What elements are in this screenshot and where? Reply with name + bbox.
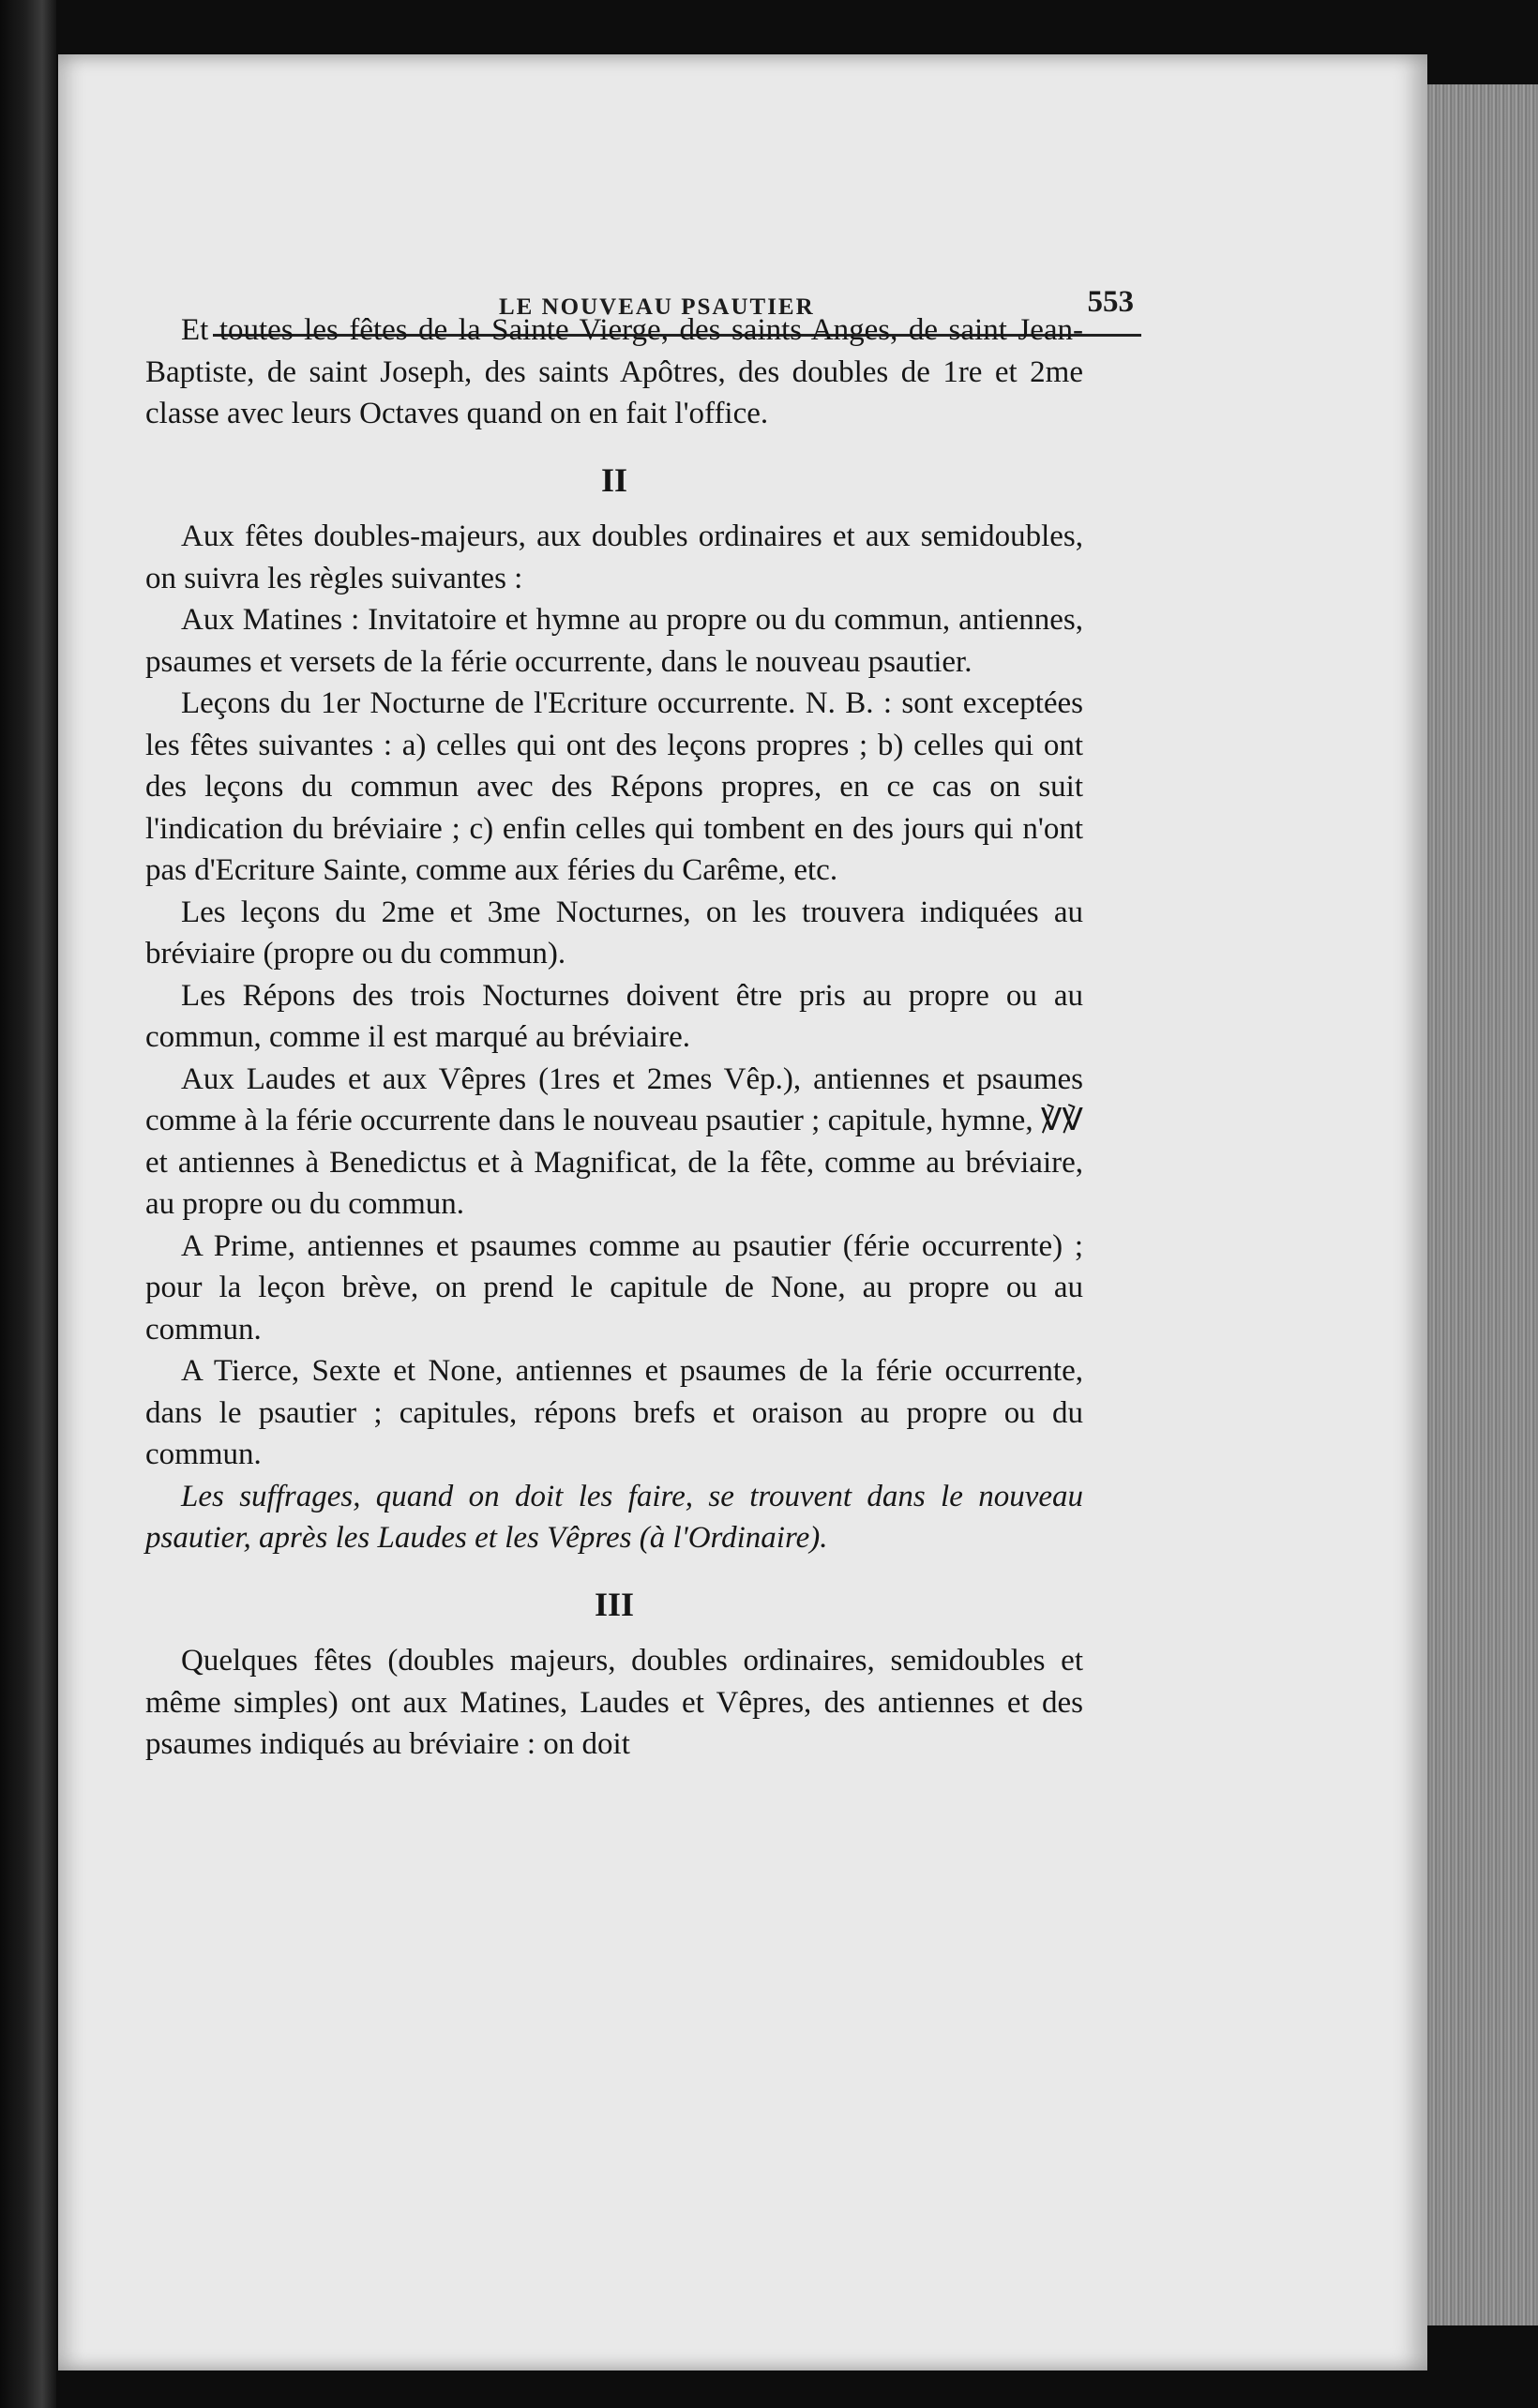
paragraph-3: Aux Matines : Invitatoire et hymne au propre ou du commun, antiennes, psaumes et versets de la férie occurrente, dans le nouveau psautier. [145,603,1083,679]
paragraph-1: Et toutes les fêtes de la Sainte Vierge, des saints Anges, de saint Jean-Baptiste, de saint Joseph, des saints Apôtres, des doubles de 1re et 2me classe avec leurs Octaves quand on en fait l'office. [145,313,1083,430]
paragraph-2: Aux fêtes doubles-majeurs, aux doubles ordinaires et aux semidoubles, on suivra les règles suivantes : [145,519,1083,595]
section-heading-2: II [600,460,628,499]
paragraph-6: Les Répons des trois Nocturnes doivent être pris au propre ou au commun, comme il est marqué au bréviaire. [145,978,1083,1054]
page-number: 553 [1087,285,1134,319]
paragraph-7: Aux Laudes et aux Vêpres (1res et 2mes Vêp.), antiennes et psaumes comme à la férie occurrente dans le nouveau psautier ; capitule, hymne, ℣℣ et antiennes à Benedictus et à Magnificat, de la fête, comme au bréviaire, au propre ou du commun. [145,1061,1083,1221]
running-title: LE NOUVEAU PSAUTIER [499,294,815,320]
page-body [145,309,1083,1766]
book-binding-left-edge [0,0,56,2408]
paragraph-8: A Prime, antiennes et psaumes comme au psautier (férie occurrente) ; pour la leçon brève, on prend le capitule de None, au propre ou au commun. [145,1228,1083,1347]
paragraph-11: Quelques fêtes (doubles majeurs, doubles ordinaires, semidoubles et même simples) ont aux Matines, Laudes et Vêpres, des antiennes et des psaumes indiqués au bréviaire : on doit [145,1644,1083,1761]
paragraph-10-note: Les suffrages, quand on doit les faire, se trouvent dans le nouveau psautier, après les Laudes et les Vêpres (à l'Ordinaire). [145,1479,1083,1555]
section-heading-3: III [594,1585,635,1623]
paragraph-5: Les leçons du 2me et 3me Nocturnes, on les trouvera indiquées au bréviaire (propre ou du commun). [145,895,1083,971]
paragraph-9: A Tierce, Sexte et None, antiennes et psaumes de la férie occurrente, dans le psautier ; capitules, répons brefs et oraison au propre ou du commun. [145,1354,1083,1471]
paragraph-4: Leçons du 1er Nocturne de l'Ecriture occurrente. N. B. : sont exceptées les fêtes suivantes : a) celles qui ont des leçons propres ; b) celles qui ont des leçons du commun avec des Répons propres, en ce cas on suit l'indication du bréviaire ; c) enfin celles qui tombent en des jours qui n'ont pas d'Ecriture Sainte, comme aux féries du Carême, etc. [145,686,1083,887]
